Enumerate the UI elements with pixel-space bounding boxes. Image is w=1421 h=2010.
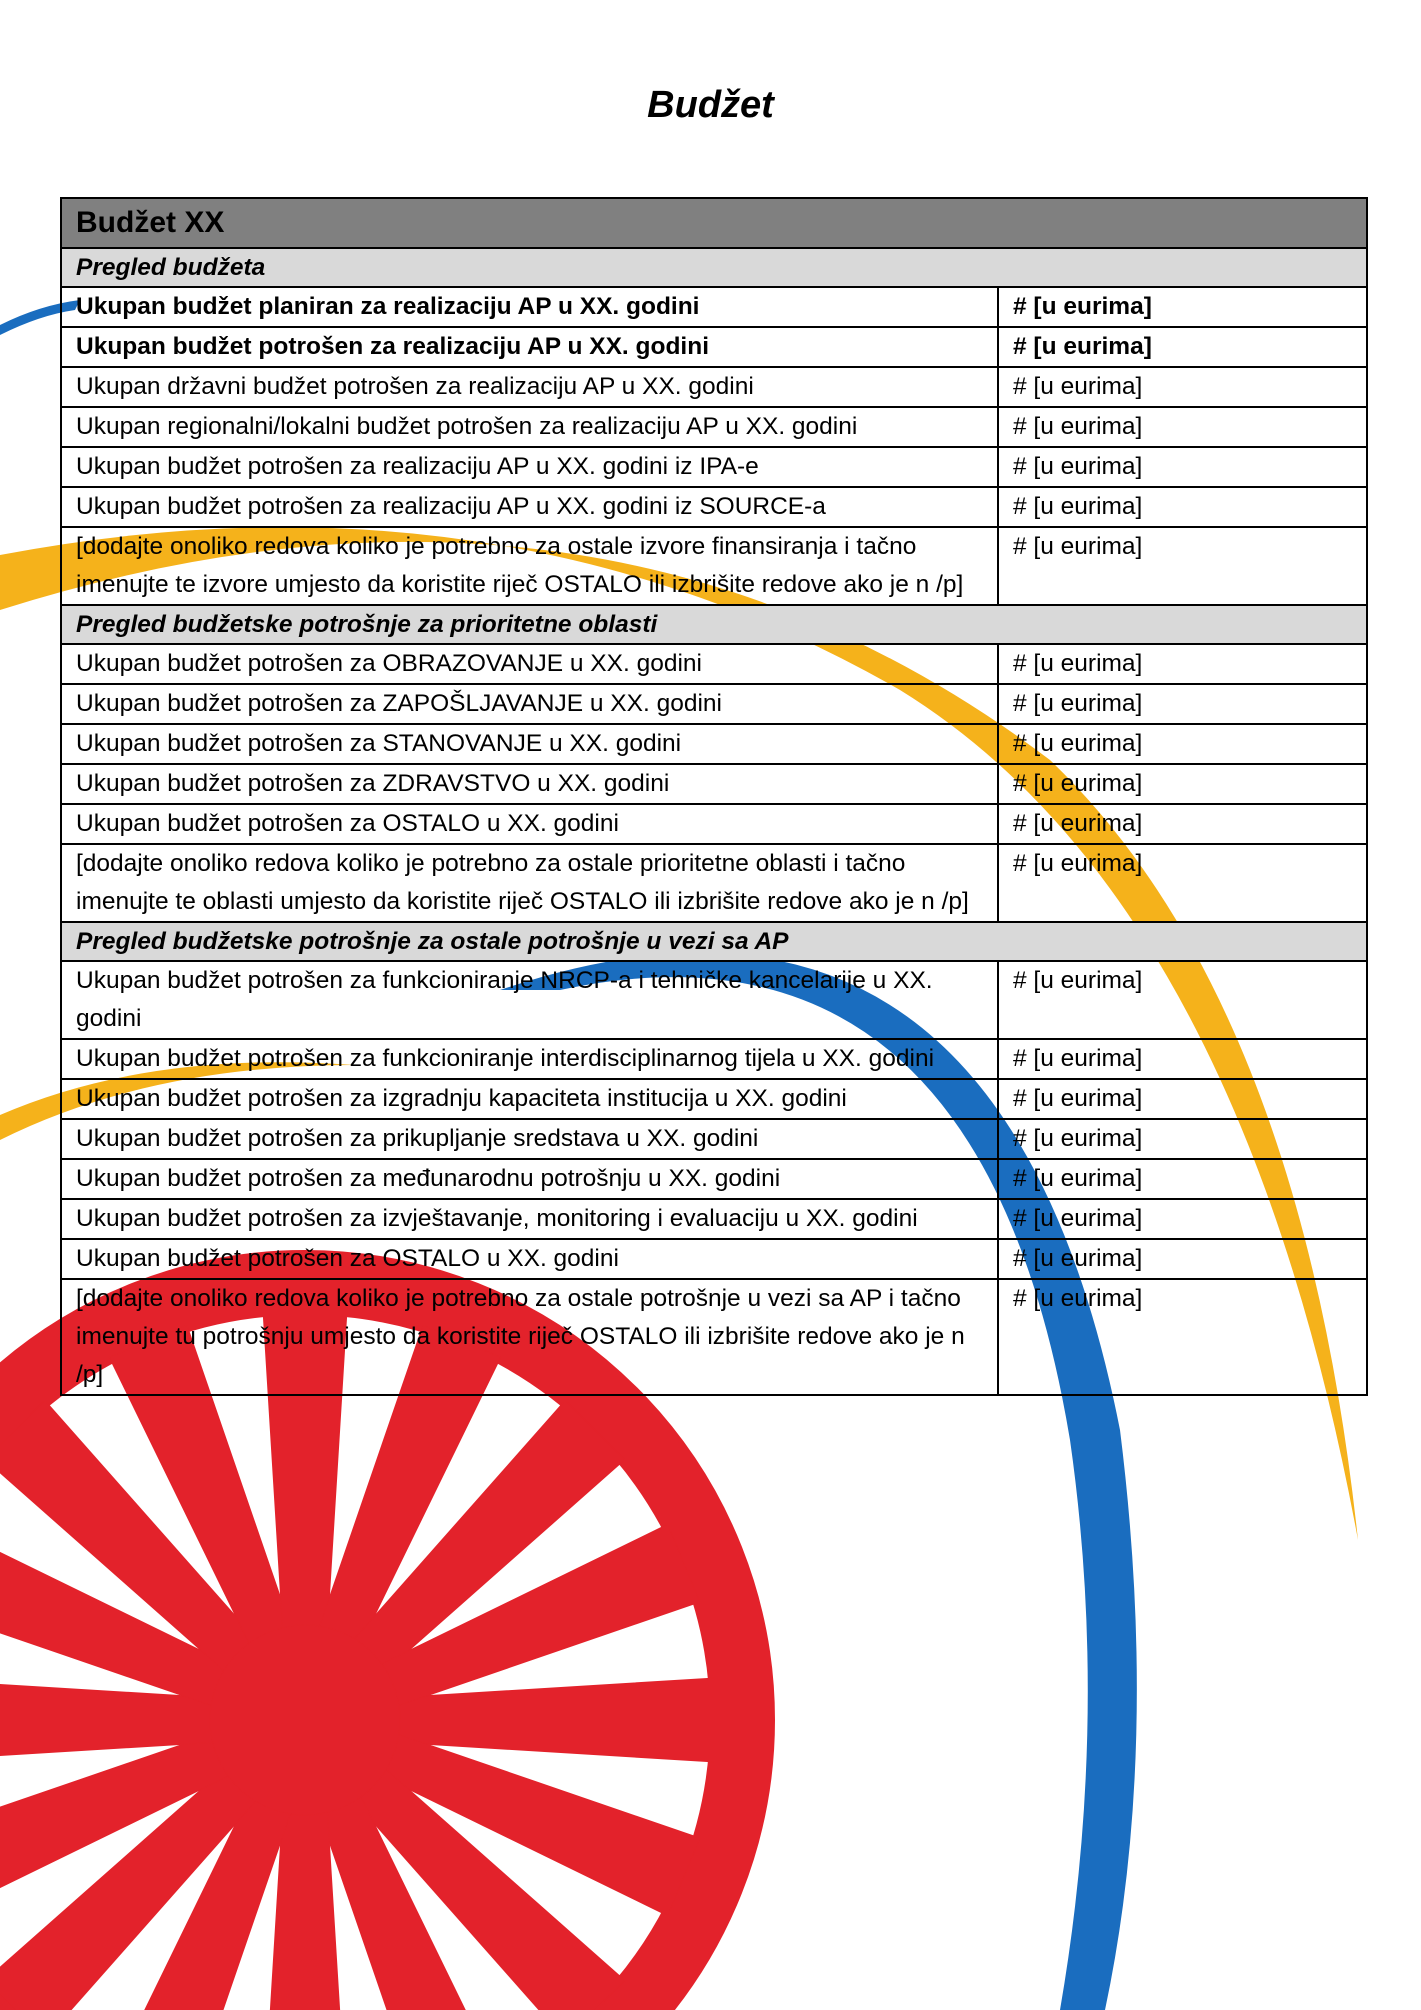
row-label: Ukupan budžet potrošen za realizaciju AP u XX. godini iz IPA-e: [61, 447, 998, 487]
table-row: [61, 961, 1367, 1039]
row-value: # [u eurima]: [998, 487, 1367, 527]
row-label: Ukupan budžet potrošen za prikupljanje sredstava u XX. godini: [61, 1119, 998, 1159]
row-value: # [u eurima]: [998, 367, 1367, 407]
row-value: # [u eurima]: [998, 447, 1367, 487]
row-label: Ukupan budžet potrošen za realizaciju AP u XX. godini: [61, 327, 998, 367]
table-header: Budžet XX: [61, 198, 1367, 248]
section-title: Pregled budžetske potrošnje za ostale potrošnje u vezi sa AP: [61, 922, 1367, 961]
table-row: [61, 407, 1367, 447]
row-label: [dodajte onoliko redova koliko je potrebno za ostale potrošnje u vezi sa AP i tačno imenujte tu potrošnju umjesto da koristite riječ OSTALO ili izbrišite redove ako je n /p]: [61, 1279, 998, 1395]
row-value: # [u eurima]: [998, 1119, 1367, 1159]
table-row: [61, 1239, 1367, 1279]
table-row: [61, 644, 1367, 684]
row-label: Ukupan regionalni/lokalni budžet potrošen za realizaciju AP u XX. godini: [61, 407, 998, 447]
row-value: # [u eurima]: [998, 764, 1367, 804]
row-value: # [u eurima]: [998, 644, 1367, 684]
table-row: [61, 1119, 1367, 1159]
row-label: [dodajte onoliko redova koliko je potrebno za ostale prioritetne oblasti i tačno imenujte te oblasti umjesto da koristite riječ OSTALO ili izbrišite redove ako je n /p]: [61, 844, 998, 922]
row-label: Ukupan državni budžet potrošen za realizaciju AP u XX. godini: [61, 367, 998, 407]
row-value: # [u eurima]: [998, 1199, 1367, 1239]
row-value: # [u eurima]: [998, 961, 1367, 1039]
row-value: # [u eurima]: [998, 327, 1367, 367]
table-row: [61, 724, 1367, 764]
row-value: # [u eurima]: [998, 407, 1367, 447]
row-value: # [u eurima]: [998, 804, 1367, 844]
row-value: # [u eurima]: [998, 684, 1367, 724]
section-header-row: [61, 605, 1367, 644]
row-label: Ukupan budžet potrošen za OSTALO u XX. godini: [61, 804, 998, 844]
table-row: [61, 527, 1367, 605]
wheel-hub: [210, 1625, 400, 1815]
row-label: [dodajte onoliko redova koliko je potrebno za ostale izvore finansiranja i tačno imenujte te izvore umjesto da koristite riječ OSTALO ili izbrišite redove ako je n /p]: [61, 527, 998, 605]
row-value: # [u eurima]: [998, 724, 1367, 764]
table-row: [61, 1159, 1367, 1199]
row-label: Ukupan budžet potrošen za STANOVANJE u XX. godini: [61, 724, 998, 764]
row-label: Ukupan budžet potrošen za ZDRAVSTVO u XX. godini: [61, 764, 998, 804]
row-value: # [u eurima]: [998, 1039, 1367, 1079]
table-row: [61, 367, 1367, 407]
table-row: [61, 1079, 1367, 1119]
table-row: [61, 844, 1367, 922]
row-label: Ukupan budžet potrošen za ZAPOŠLJAVANJE u XX. godini: [61, 684, 998, 724]
page-title: Budžet: [647, 84, 774, 126]
table-row: [61, 684, 1367, 724]
row-value: # [u eurima]: [998, 844, 1367, 922]
table-row: [61, 327, 1367, 367]
row-label: Ukupan budžet potrošen za realizaciju AP u XX. godini iz SOURCE-a: [61, 487, 998, 527]
row-label: Ukupan budžet potrošen za međunarodnu potrošnju u XX. godini: [61, 1159, 998, 1199]
table-row: [61, 447, 1367, 487]
row-value: # [u eurima]: [998, 1079, 1367, 1119]
table-row: [61, 764, 1367, 804]
row-label: Ukupan budžet potrošen za funkcioniranje NRCP-a i tehničke kancelarije u XX. godini: [61, 961, 998, 1039]
row-value: # [u eurima]: [998, 287, 1367, 327]
section-header-row: [61, 248, 1367, 287]
table-row: [61, 287, 1367, 327]
table-header-row: [61, 198, 1367, 248]
section-title: Pregled budžetske potrošnje za prioritetne oblasti: [61, 605, 1367, 644]
row-label: Ukupan budžet potrošen za izvještavanje, monitoring i evaluaciju u XX. godini: [61, 1199, 998, 1239]
section-title: Pregled budžeta: [61, 248, 1367, 287]
row-label: Ukupan budžet potrošen za izgradnju kapaciteta institucija u XX. godini: [61, 1079, 998, 1119]
table-row: [61, 804, 1367, 844]
row-value: # [u eurima]: [998, 1239, 1367, 1279]
table-row: [61, 1279, 1367, 1395]
table-row: [61, 1199, 1367, 1239]
row-value: # [u eurima]: [998, 1159, 1367, 1199]
row-value: # [u eurima]: [998, 527, 1367, 605]
table-row: [61, 1039, 1367, 1079]
budget-table: [60, 197, 1368, 1396]
row-label: Ukupan budžet potrošen za OBRAZOVANJE u XX. godini: [61, 644, 998, 684]
table-row: [61, 487, 1367, 527]
row-label: Ukupan budžet planiran za realizaciju AP u XX. godini: [61, 287, 998, 327]
row-label: Ukupan budžet potrošen za OSTALO u XX. godini: [61, 1239, 998, 1279]
section-header-row: [61, 922, 1367, 961]
row-value: # [u eurima]: [998, 1279, 1367, 1395]
row-label: Ukupan budžet potrošen za funkcioniranje interdisciplinarnog tijela u XX. godini: [61, 1039, 998, 1079]
